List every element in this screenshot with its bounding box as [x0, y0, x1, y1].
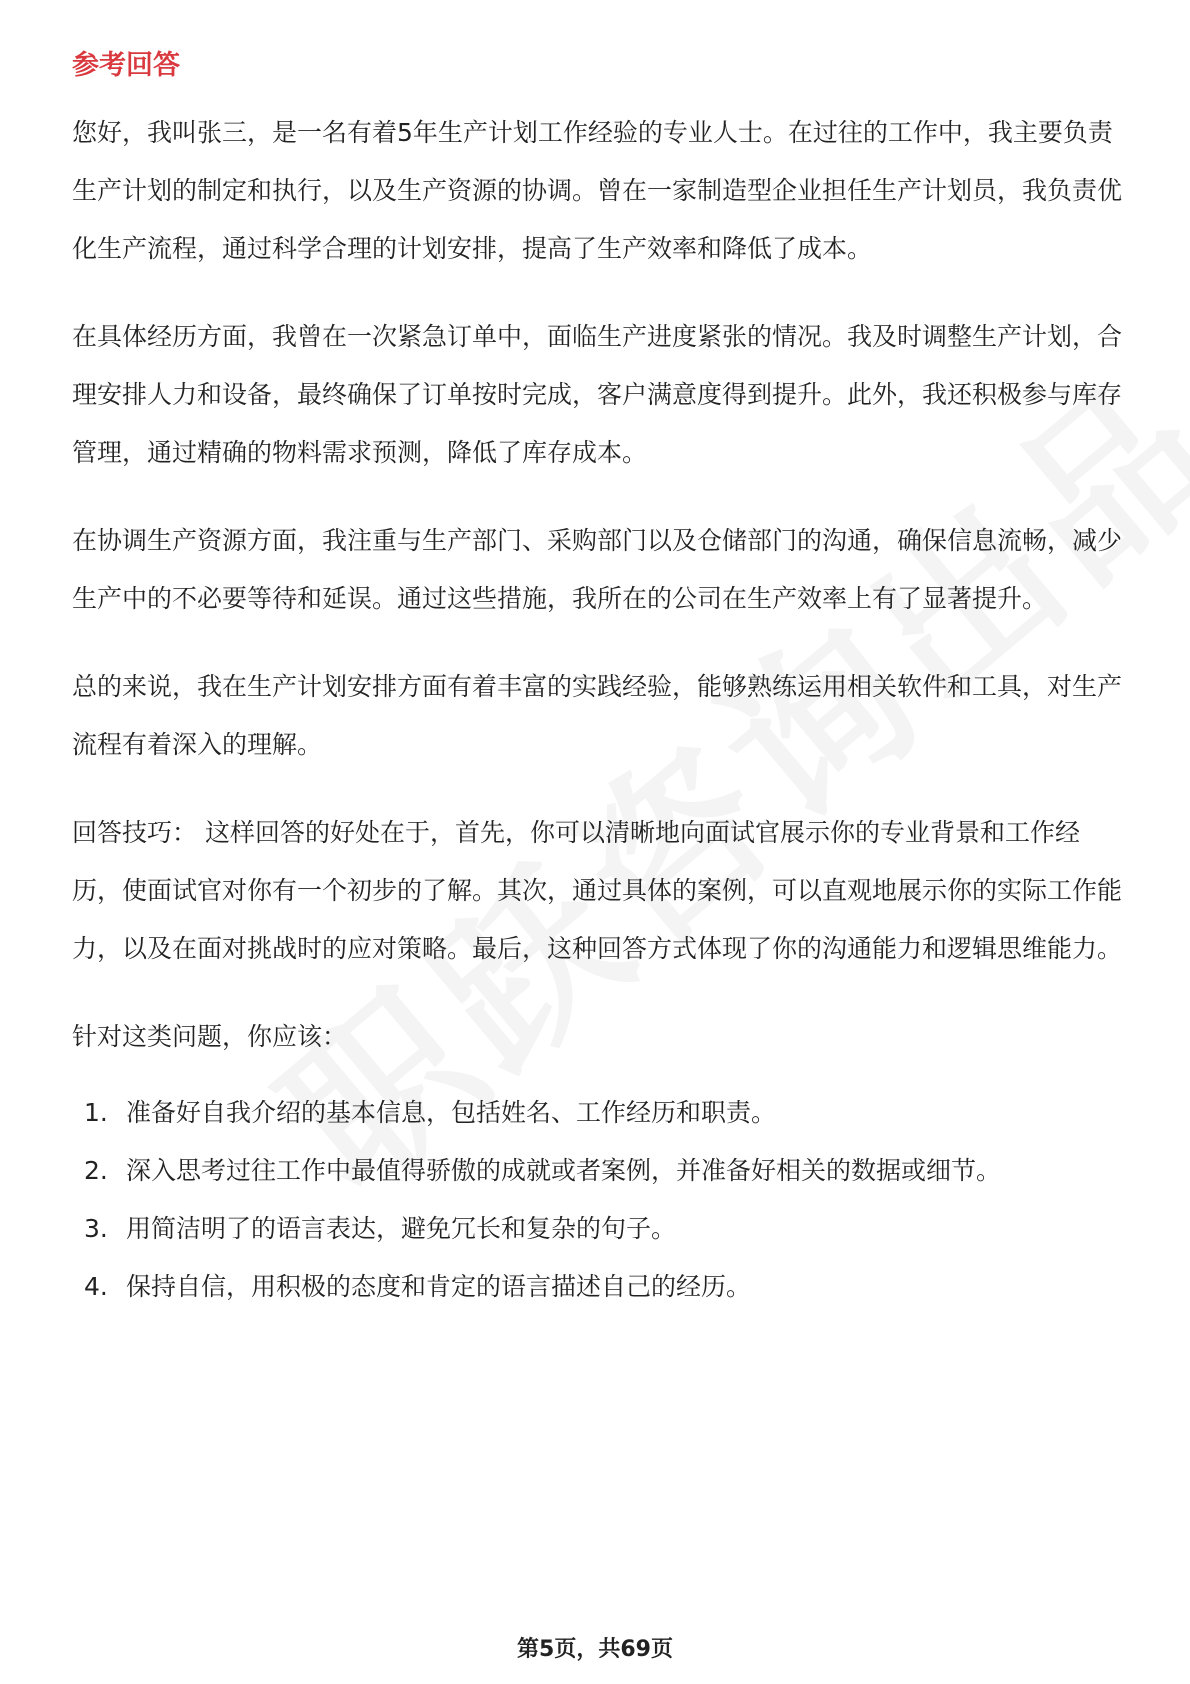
list-item-number: 4.	[84, 1272, 108, 1301]
paragraph-tips: 回答技巧： 这样回答的好处在于，首先，你可以清晰地向面试官展示你的专业背景和工作经历，使面试官对你有一个初步的了解。其次，通过具体的案例，可以直观地展示你的实际工作能力，以及在面对挑战时的应对策略。最后，这种回答方式体现了你的沟通能力和逻辑思维能力。	[72, 818, 1123, 963]
list-item	[72, 1142, 1122, 1200]
list-item-number: 1.	[84, 1098, 108, 1127]
advice-list	[72, 1084, 1122, 1316]
paragraph-list-intro: 针对这类问题，你应该：	[72, 1022, 348, 1051]
list-item-text: 保持自信，用积极的态度和肯定的语言描述自己的经历。	[126, 1272, 752, 1301]
page-number: 第5页，共69页	[517, 1637, 673, 1662]
list-item-text: 准备好自我介绍的基本信息，包括姓名、工作经历和职责。	[126, 1098, 777, 1127]
list-item-number: 2.	[84, 1156, 108, 1185]
list-item-number: 3.	[84, 1214, 108, 1243]
paragraph-intro: 您好，我叫张三，是一名有着5年生产计划工作经验的专业人士。在过往的工作中，我主要负责生产计划的制定和执行，以及生产资源的协调。曾在一家制造型企业担任生产计划员，我负责优化生产流程，通过科学合理的计划安排，提高了生产效率和降低了成本。	[72, 118, 1123, 263]
list-item	[72, 1084, 1122, 1142]
paragraph-summary: 总的来说，我在生产计划安排方面有着丰富的实践经验，能够熟练运用相关软件和工具，对生产流程有着深入的理解。	[72, 672, 1123, 759]
paragraph-experience: 在具体经历方面，我曾在一次紧急订单中，面临生产进度紧张的情况。我及时调整生产计划，合理安排人力和设备，最终确保了订单按时完成，客户满意度得到提升。此外，我还积极参与库存管理，通过精确的物料需求预测，降低了库存成本。	[72, 322, 1123, 467]
list-item-text: 深入思考过往工作中最值得骄傲的成就或者案例，并准备好相关的数据或细节。	[126, 1156, 1002, 1185]
document-body	[72, 46, 1122, 1316]
list-item	[72, 1258, 1122, 1316]
list-item-text: 用简洁明了的语言表达，避免冗长和复杂的句子。	[126, 1214, 677, 1243]
paragraph-coordination: 在协调生产资源方面，我注重与生产部门、采购部门以及仓储部门的沟通，确保信息流畅，减少生产中的不必要等待和延误。通过这些措施，我所在的公司在生产效率上有了显著提升。	[72, 526, 1123, 613]
section-title: 参考回答	[72, 50, 180, 81]
list-item	[72, 1200, 1122, 1258]
